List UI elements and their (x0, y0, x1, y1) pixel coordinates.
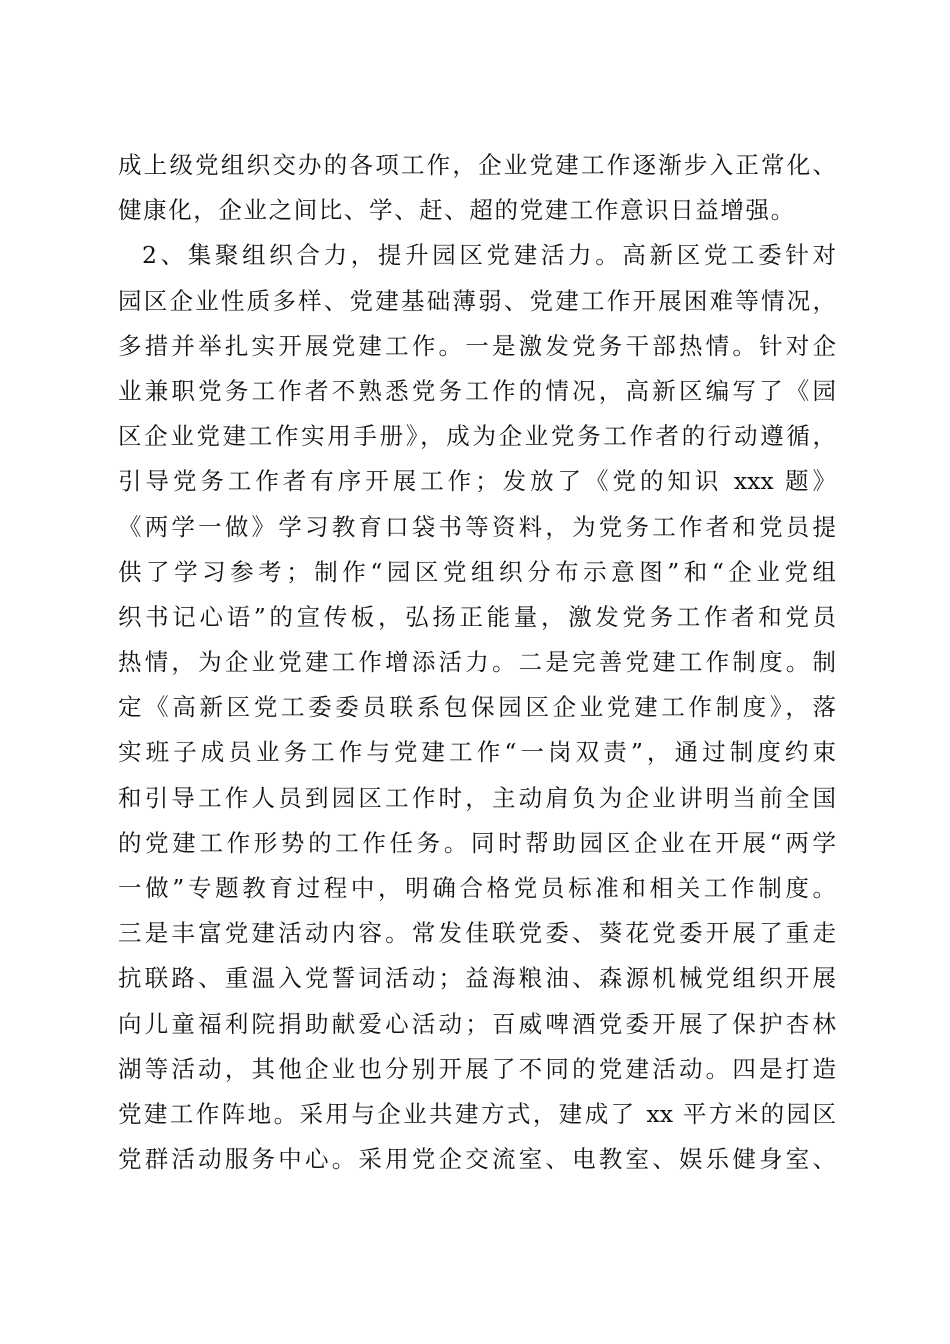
text-line: 湖等活动，其他企业也分别开展了不同的党建活动。四是打造 (118, 1054, 836, 1083)
text-line: 供了学习参考；制作“园区党组织分布示意图”和“企业党组 (118, 557, 836, 586)
text-line: 实班子成员业务工作与党建工作“一岗双责”，通过制度约束 (118, 738, 836, 767)
text-line: 引导党务工作者有序开展工作；发放了《党的知识 xxx 题》 (118, 467, 836, 496)
text-line: 向儿童福利院捐助献爱心活动；百威啤酒党委开展了保护杏林 (118, 1009, 836, 1038)
text-line: 和引导工作人员到园区工作时，主动肩负为企业讲明当前全国 (118, 783, 836, 812)
text-line: 区企业党建工作实用手册》，成为企业党务工作者的行动遵循， (118, 422, 836, 451)
text-line: 园区企业性质多样、党建基础薄弱、党建工作开展困难等情况， (118, 286, 836, 315)
document-body (118, 143, 836, 1182)
text-line: 一做”专题教育过程中，明确合格党员标准和相关工作制度。 (118, 874, 836, 902)
text-line: 《两学一做》学习教育口袋书等资料，为党务工作者和党员提 (118, 512, 836, 541)
text-line: 多措并举扎实开展党建工作。一是激发党务干部热情。针对企 (118, 331, 836, 360)
text-line: 织书记心语”的宣传板，弘扬正能量，激发党务工作者和党员 (118, 602, 836, 631)
paragraph-heading-line: 2、集聚组织合力，提升园区党建活力。高新区党工委针对 (142, 241, 836, 270)
text-line: 党群活动服务中心。采用党企交流室、电教室、娱乐健身室、 (118, 1145, 836, 1174)
text-line: 抗联路、重温入党誓词活动；益海粮油、森源机械党组织开展 (118, 964, 836, 993)
text-line: 业兼职党务工作者不熟悉党务工作的情况，高新区编写了《园 (118, 376, 836, 405)
text-line: 成上级党组织交办的各项工作，企业党建工作逐渐步入正常化、 (118, 151, 836, 179)
text-line: 健康化，企业之间比、学、赶、超的党建工作意识日益增强。 (118, 196, 796, 225)
text-line: 党建工作阵地。采用与企业共建方式，建成了 xx 平方米的园区 (118, 1099, 836, 1128)
text-line: 热情，为企业党建工作增添活力。二是完善党建工作制度。制 (118, 648, 836, 677)
text-line: 定《高新区党工委委员联系包保园区企业党建工作制度》，落 (118, 693, 836, 722)
text-line: 的党建工作形势的工作任务。同时帮助园区企业在开展“两学 (118, 828, 836, 857)
text-line: 三是丰富党建活动内容。常发佳联党委、葵花党委开展了重走 (118, 919, 836, 948)
